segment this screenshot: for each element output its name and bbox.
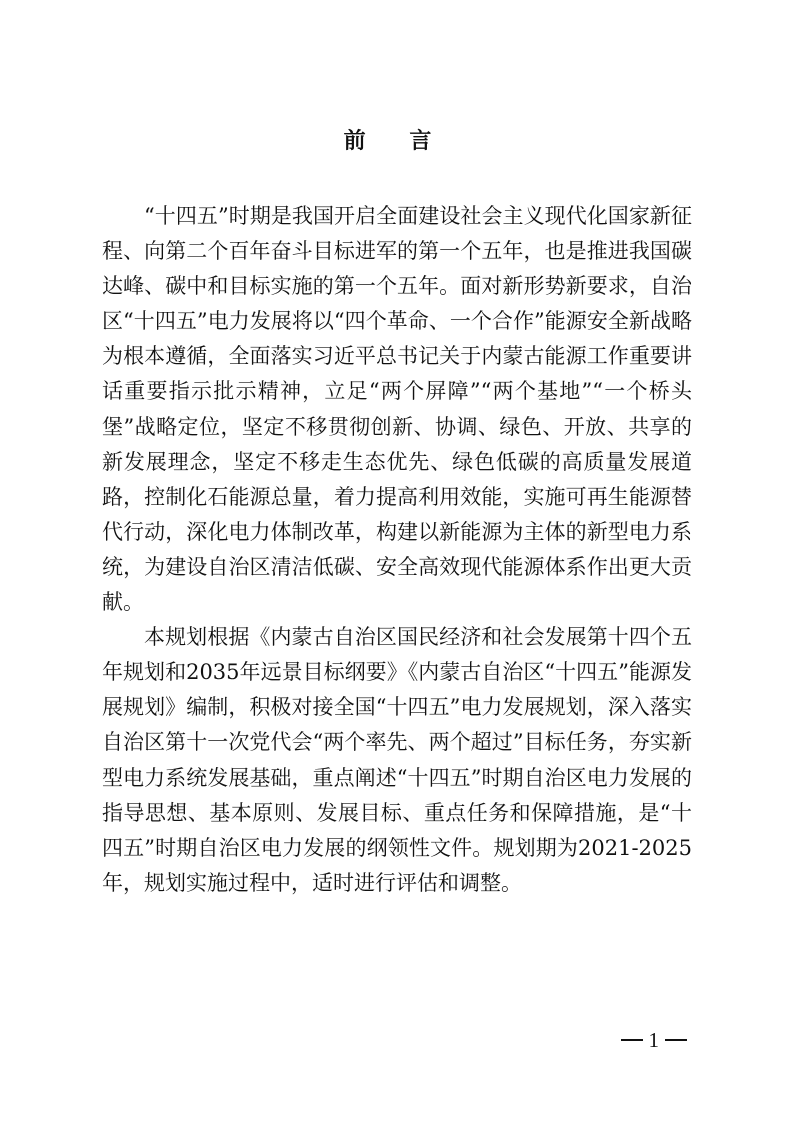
left-dash: [621, 1039, 643, 1041]
page-number-footer: [615, 1026, 694, 1054]
page-title: 前 言: [343, 128, 450, 154]
paragraph-1: “十四五”时期是我国开启全面建设社会主义现代化国家新征程、向第二个百年奋斗目标进军的第一个五年，也是推进我国碳达峰、碳中和目标实施的第一个五年。面对新形势新要求，自治区“十四五”电力发展将以“四个革命、一个合作”能源安全新战略为根本遵循，全面落实习近平总书记关于内蒙古能源工作重要讲话重要指示批示精神，立足“两个屏障”“两个基地”“一个桥头堡”战略定位，坚定不移贯彻创新、协调、绿色、开放、共享的新发展理念，坚定不移走生态优先、绿色低碳的高质量发展道路，控制化石能源总量，着力提高利用效能，实施可再生能源替代行动，深化电力体制改革，构建以新能源为主体的新型电力系统，为建设自治区清洁低碳、安全高效现代能源体系作出更大贡献。: [102, 204, 692, 615]
paragraph-2: 本规划根据《内蒙古自治区国民经济和社会发展第十四个五年规划和2035年远景目标纲要》《内蒙古自治区“十四五”能源发展规划》编制，积极对接全国“十四五”电力发展规划，深入落实自治区第十一次党代会“两个率先、两个超过”目标任务，夯实新型电力系统发展基础，重点阐述“十四五”时期自治区电力发展的指导思想、基本原则、发展目标、重点任务和保障措施，是“十四五”时期自治区电力发展的纲领性文件。规划期为2021-2025年，规划实施过程中，适时进行评估和调整。: [102, 625, 692, 895]
body-text: [102, 199, 692, 901]
right-dash: [665, 1039, 687, 1041]
page-number: 1: [648, 1028, 659, 1052]
